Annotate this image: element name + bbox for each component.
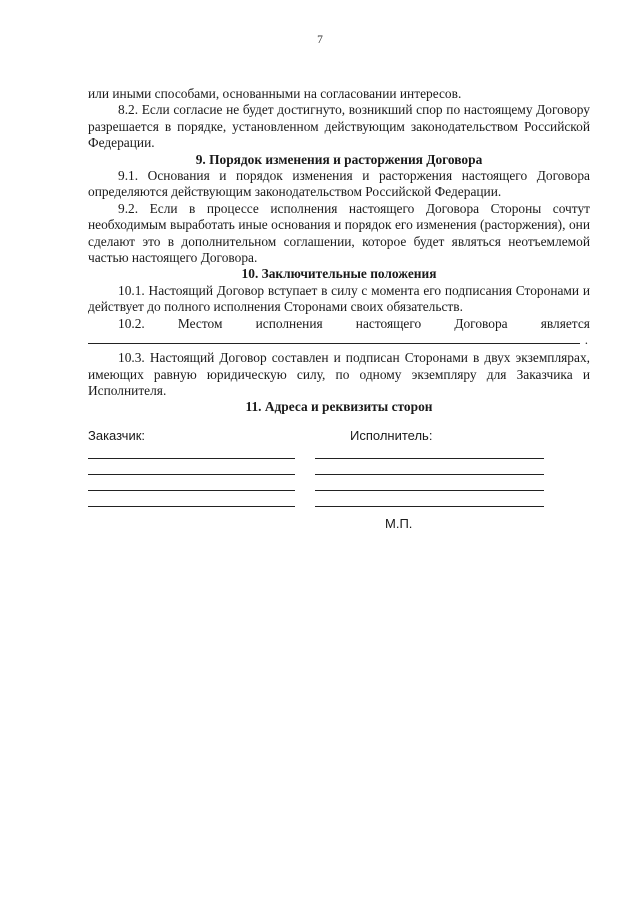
clause-10-2-word: исполнения <box>255 315 323 331</box>
clause-10-2 <box>88 316 590 332</box>
contractor-detail-line <box>315 490 544 491</box>
contractor-detail-line <box>315 506 544 507</box>
section-10-title: 10. Заключительные положения <box>241 266 437 282</box>
section-9-title: 9. Порядок изменения и расторжения Договора <box>195 151 483 167</box>
blank-end-period: . <box>584 332 588 348</box>
customer-detail-line <box>88 458 295 459</box>
place-of-performance-blank <box>88 332 588 348</box>
contractor-detail-line <box>315 474 544 475</box>
clause-9-2: 9.2. Если в процессе исполнения настоящего Договора Стороны сочтут необходимым выработать иные основания и порядок его изменения (расторжения), они сделают это в дополнительном соглашении, которое будет являться неотъемлемой частью настоящего Договора. <box>88 200 590 266</box>
customer-detail-line <box>88 506 295 507</box>
customer-detail-line <box>88 474 295 475</box>
stamp-label: М.П. <box>385 515 413 531</box>
contractor-label: Исполнитель: <box>350 427 433 443</box>
clause-10-2-word: Местом <box>177 315 223 331</box>
customer-detail-line <box>88 490 295 491</box>
section-8-continuation: или иными способами, основанными на согласовании интересов. <box>88 86 462 101</box>
clause-10-2-word: 10.2. <box>118 315 145 331</box>
clause-9-1: 9.1. Основания и порядок изменения и расторжения настоящего Договора определяются действующим законодательством Российской Федерации. <box>88 168 590 200</box>
clause-10-2-word: настоящего <box>355 315 422 331</box>
clause-8-2: 8.2. Если согласие не будет достигнуто, возникший спор по настоящему Договору разрешается в порядке, установленном действующим законодательством Российской Федерации. <box>88 102 590 151</box>
clause-10-1: 10.1. Настоящий Договор вступает в силу с момента его подписания Сторонами и действует до полного исполнения Сторонами своих обязательств. <box>88 282 590 315</box>
clause-10-3: 10.3. Настоящий Договор составлен и подписан Сторонами в двух экземплярах, имеющих равную юридическую силу, по одному экземпляру для Заказчика и Исполнителя. <box>88 350 590 398</box>
document-body <box>88 86 590 538</box>
section-11-title: 11. Адреса и реквизиты сторон <box>245 399 433 415</box>
page-number: 7 <box>317 34 323 46</box>
clause-10-2-word: является <box>540 315 590 331</box>
contractor-detail-line <box>315 458 544 459</box>
clause-10-2-word: Договора <box>454 315 508 331</box>
customer-label: Заказчик: <box>88 427 146 443</box>
party-details <box>88 428 590 538</box>
